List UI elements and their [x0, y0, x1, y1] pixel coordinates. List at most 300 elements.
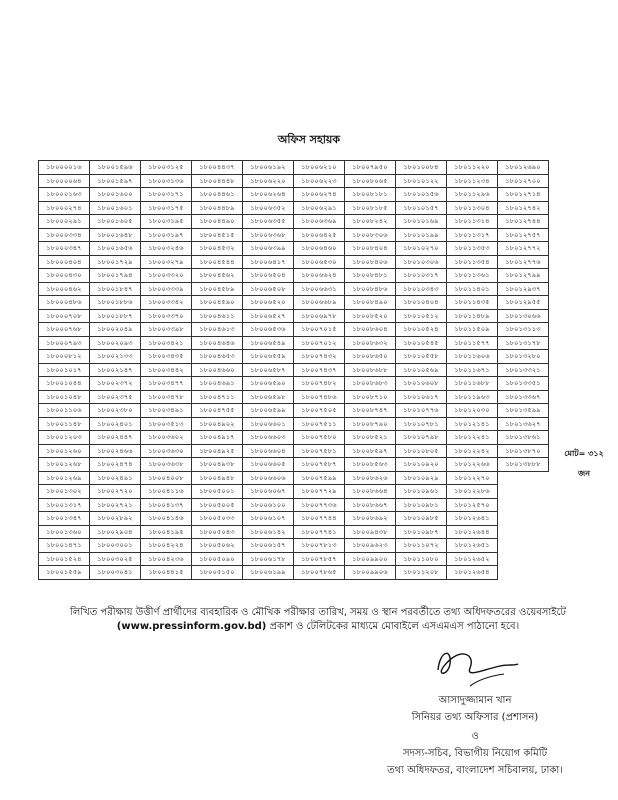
empty-cell	[498, 512, 549, 526]
roll-number-cell: ১৮০১০৪০৪	[396, 296, 447, 310]
roll-number-cell: ১৮০০১২৬০	[39, 444, 90, 458]
roll-number-cell: ১৮০০১২০৩	[39, 431, 90, 445]
roll-number-cell: ১৮০০৩৫১৩	[141, 417, 192, 431]
roll-number-cell: ১৮০০৬৬২৪	[294, 269, 345, 283]
roll-number-cell: ১৮০০৩৪৭৭	[141, 377, 192, 391]
roll-number-cell: ১৮০১৩১৭৮	[498, 336, 549, 350]
roll-number-cell: ১৮০১০৯২৯	[396, 471, 447, 485]
roll-number-cell: ১৮০০০০৬৪	[39, 174, 90, 188]
empty-cell	[498, 525, 549, 539]
empty-cell	[498, 498, 549, 512]
roll-number-cell: ১৮০০১৩৬০	[39, 525, 90, 539]
roll-number-cell: ১৮০০৪১৪৬	[141, 512, 192, 526]
roll-number-cell: ১৮০০৭৪৮২	[294, 377, 345, 391]
roll-number-cell: ১৮০০৭৮৬৫	[294, 566, 345, 580]
roll-number-cell: ১৮০১৩৫৯৯	[498, 404, 549, 418]
signatory-name: আসাদুজ্জামান খান	[438, 695, 512, 706]
total-unit: জন	[578, 469, 590, 478]
roll-number-cell: ১৮০১০৫১২	[396, 309, 447, 323]
roll-number-cell: ১৮০০৯৯০৬	[345, 566, 396, 580]
roll-number-cell: ১৮০০৬৩৬৮	[243, 228, 294, 242]
roll-number-cell: ১৮০১৩৮৭০	[498, 444, 549, 458]
roll-number-cell: ১৮০১১৩৫৩	[447, 242, 498, 256]
roll-number-cell: ১৮০০৬৫৯৯	[243, 404, 294, 418]
table-row	[39, 242, 549, 256]
notice-website: (www.pressinform.gov.bd)	[116, 621, 267, 632]
roll-number-cell: ১৮০০২৩৭৫	[90, 390, 141, 404]
roll-number-cell: ১৮০০৪৫৯০	[192, 296, 243, 310]
roll-number-cell: ১৮০১১৪০১	[447, 282, 498, 296]
roll-number-cell: ১৮০০৬২১০	[294, 161, 345, 175]
roll-number-cell: ১৮০১০১৫৬	[396, 188, 447, 202]
roll-number-cell: ১৮০০৬৫৯৮	[243, 390, 294, 404]
roll-number-cell: ১৮০০০৮১২	[39, 350, 90, 364]
roll-number-cell: ১৮০০৭৭৪৪	[294, 512, 345, 526]
roll-number-cell: ১৮০০০৪৩০	[39, 269, 90, 283]
roll-number-cell: ১৮০১০৮০৫	[396, 444, 447, 458]
roll-number-cell: ১৮০১০৭৭৬	[396, 404, 447, 418]
roll-number-cell: ১৮০০১৩৪৭	[39, 512, 90, 526]
roll-number-cell: ১৮০০০৩৪৭	[39, 242, 90, 256]
roll-number-cell: ১৮০০২০৪৯	[90, 323, 141, 337]
table-row	[39, 269, 549, 283]
roll-number-cell: ১৮০০৮২৪২	[345, 215, 396, 229]
roll-number-cell: ১৮০০৩১৭১	[141, 188, 192, 202]
roll-number-cell: ১৮০১১৫০৯	[447, 323, 498, 337]
table-row	[39, 363, 549, 377]
roll-number-cell: ১৮০১২৭৫৭	[498, 228, 549, 242]
roll-number-cell: ১৮০১২৭৭৬	[498, 255, 549, 269]
roll-number-cell: ১৮০১০০৮৪	[396, 161, 447, 175]
roll-number-cell: ১৮০১২৬৯০	[498, 161, 549, 175]
roll-number-cell: ১৮০০৩০০১	[90, 539, 141, 553]
table-row	[39, 390, 549, 404]
roll-number-cell: ১৮০০৩৬০২	[141, 431, 192, 445]
roll-number-cell: ১৮০০৮৫২১	[345, 431, 396, 445]
roll-number-cell: ১৮০০৬১৯২	[243, 161, 294, 175]
roll-number-cell: ১৮০০৬১৫৭	[243, 539, 294, 553]
roll-number-cell: ১৮০০৭৫০৫	[294, 404, 345, 418]
roll-number-cell: ১৮০০৬৫৮৭	[243, 363, 294, 377]
roll-number-cell: ১৮০০২৪০১	[90, 417, 141, 431]
roll-number-cell: ১৮০০৩১৩৬	[141, 174, 192, 188]
roll-number-cell: ১৮০১০৯৮৭	[396, 525, 447, 539]
roll-number-cell: ১৮০০৬৫৫৯	[243, 350, 294, 364]
roll-number-cell: ১৮০০২০৯৩	[90, 336, 141, 350]
roll-number-cell: ১৮০১২৬৫১	[447, 539, 498, 553]
roll-number-cell: ১৮০০৮৪৯০	[345, 296, 396, 310]
roll-number-cell: ১৮০০০৩৩৪	[39, 228, 90, 242]
table-row	[39, 161, 549, 175]
roll-number-cell: ১৮০১৩২৮০	[498, 350, 549, 364]
roll-number-cell: ১৮০০৬০৬৭	[243, 485, 294, 499]
table-row	[39, 485, 549, 499]
roll-number-cell: ১৮০০৮১৮১	[345, 188, 396, 202]
roll-number-cell: ১৮০০৮৩০৬	[345, 228, 396, 242]
roll-number-cell: ১৮০১২২৪১	[447, 431, 498, 445]
roll-number-cell: ১৮০০০১৬৩	[39, 188, 90, 202]
roll-number-cell: ১৮০০৬৬০৪	[243, 444, 294, 458]
roll-number-cell: ১৮০০০৪৮৬	[39, 296, 90, 310]
empty-cell	[498, 566, 549, 580]
roll-number-cell: ১৮০০৪১৯৫	[141, 525, 192, 539]
roll-number-cell: ১৮০১০৯৮৫	[396, 512, 447, 526]
roll-number-cell: ১৮০০৪৪১৫	[141, 566, 192, 580]
roll-number-cell: ১৮০০৪৫৬২	[192, 269, 243, 283]
roll-number-cell: ১৮০০৩৩৪২	[141, 296, 192, 310]
roll-number-cell: ১৮০০১৬০০	[90, 188, 141, 202]
roll-number-cell: ১৮০০৮৫৬৩	[345, 458, 396, 472]
roll-number-cell: ১৮০১১৬৭১	[447, 363, 498, 377]
roll-number-cell: ১৮০০৮৫২০	[345, 309, 396, 323]
roll-number-cell: ১৮০০৭৪৩৭	[294, 363, 345, 377]
roll-number-cell: ১৮০১১০৮০	[396, 552, 447, 566]
notice-text	[32, 606, 604, 634]
roll-number-cell: ১৮০০৮৭৯০	[345, 417, 396, 431]
roll-number-cell: ১৮০০৬৫৩৬	[243, 323, 294, 337]
roll-number-cell: ১৮০০৪৫৪৪	[192, 255, 243, 269]
roll-number-cell: ১৮০১২৭০০	[498, 174, 549, 188]
empty-cell	[498, 552, 549, 566]
roll-number-cell: ১৮০০৪৬৯১	[192, 377, 243, 391]
table-row	[39, 215, 549, 229]
roll-number-cell: ১৮০০১৫৯৬	[90, 161, 141, 175]
roll-number-cell: ১৮০০৮৫৯৭	[345, 444, 396, 458]
roll-number-cell: ১৮০১০৯৬১	[396, 485, 447, 499]
roll-number-cell: ১৮০১০৩০৬	[396, 255, 447, 269]
table-row	[39, 188, 549, 202]
roll-number-cell: ১৮০০৫০৬২	[192, 539, 243, 553]
roll-number-cell: ১৮০০৩২৭৯	[141, 255, 192, 269]
roll-number-cell: ১৮০১২২৪২	[447, 444, 498, 458]
roll-number-cell: ১৮০০৪৫১৫	[192, 228, 243, 242]
roll-number-cell: ১৮০১২৭৪৪	[498, 215, 549, 229]
roll-number-cell: ১৮০১১৩৫৪	[447, 255, 498, 269]
table-row	[39, 336, 549, 350]
roll-number-cell: ১৮০১৩৩২১	[498, 363, 549, 377]
roll-number-cell: ১৮০০৪৬৫৩	[192, 350, 243, 364]
roll-number-cell: ১৮০০৬১০০	[243, 498, 294, 512]
roll-number-cell: ১৮০০৪৯০২	[192, 417, 243, 431]
roll-number-cell: ১৮০০৭৫৮৭	[294, 458, 345, 472]
roll-number-cell: ১৮০০০৪৬২	[39, 282, 90, 296]
roll-number-cell: ১৮০১১২০৮	[396, 566, 447, 580]
roll-number-cell: ১৮০০৩৩৭০	[141, 309, 192, 323]
roll-number-cell: ১৮০১১৫৭৭	[447, 336, 498, 350]
roll-number-cell: ১৮০০৬৩৫৫	[243, 215, 294, 229]
roll-number-cell: ১৮০০৭৭৩৬	[294, 498, 345, 512]
roll-number-cell: ১৮০০৮৬২৬	[345, 471, 396, 485]
table-row	[39, 566, 549, 580]
signatory-role: সদস্য-সচিব, বিভাগীয় নিয়োগ কমিটি	[402, 748, 548, 759]
roll-number-cell: ১৮০০০২৯১	[39, 215, 90, 229]
roll-number-cell: ১৮০০৩৪৯১	[141, 404, 192, 418]
roll-number-cell: ১৮০১২২৮৬	[447, 485, 498, 499]
roll-number-cell: ১৮০০১৬০১	[90, 201, 141, 215]
roll-number-cell: ১৮০১০১৯৯	[396, 228, 447, 242]
roll-number-cell: ১৮০১২২৬৬	[447, 458, 498, 472]
roll-number-cell: ১৮০০০৭৬৮	[39, 323, 90, 337]
roll-number-cell: ১৮০০৩৪৭৮	[141, 390, 192, 404]
roll-number-cell: ১৮০০৯৪৩৮	[345, 525, 396, 539]
roll-number-cell: ১৮০০৪৬৬০	[192, 363, 243, 377]
roll-number-cell: ১৮০০৪৯৪৮	[192, 471, 243, 485]
roll-number-cell: ১৮০১১০৭২	[396, 539, 447, 553]
roll-number-cell: ১৮০০৮৬৫০	[345, 350, 396, 364]
roll-number-cell: ১৮০০২৯০৪	[90, 525, 141, 539]
roll-number-cell: ১৮০১০৫৬৯	[396, 363, 447, 377]
roll-number-cell: ১৮০০৭৫৮১	[294, 444, 345, 458]
roll-number-cell: ১৮০০১৫২৪	[39, 552, 90, 566]
roll-number-cell: ১৮০০৫০৩৩	[192, 512, 243, 526]
roll-number-cell: ১৮০০৪১১৬	[141, 485, 192, 499]
roll-number-cell: ১৮০০১৭৯৪	[90, 269, 141, 283]
roll-number-cell: ১৮০০৪১৩৭	[141, 498, 192, 512]
roll-number-cell: ১৮০০৬১৪২	[243, 525, 294, 539]
roll-number-cell: ১৮০০৩১২৫	[141, 161, 192, 175]
roll-number-cell: ১৮০০১০৪৮	[39, 390, 90, 404]
roll-number-cell: ১৮০০১৩০২	[39, 485, 90, 499]
roll-number-cell: ১৮০০২৩৭২	[90, 377, 141, 391]
roll-number-cell: ১৮০১৩৩৬৭	[498, 390, 549, 404]
roll-number-cell: ১৮০০১১৪৮	[39, 417, 90, 431]
roll-number-cell: ১৮০০৫০০১	[192, 485, 243, 499]
roll-number-cell: ১৮০০৬২৭৪	[294, 188, 345, 202]
roll-number-cell: ১৮০০৭৯৫০	[345, 161, 396, 175]
roll-number-cell: ১৮০০০২৭৪	[39, 201, 90, 215]
roll-number-cell: ১৮০০৪৬১১	[192, 309, 243, 323]
roll-number-cell: ১৮০০৮৬৮৮	[345, 363, 396, 377]
roll-number-cell: ১৮০০৬৩৬৯	[294, 215, 345, 229]
roll-number-cell: ১৮০০১০১৭	[39, 363, 90, 377]
roll-number-cell: ১৮০০১৩১৭	[39, 498, 90, 512]
roll-number-cell: ১৮০০৮৬৬৭	[345, 498, 396, 512]
roll-number-cell: ১৮০১২০৩০	[447, 404, 498, 418]
roll-number-cell: ১৮০০৪৭৫৫	[192, 404, 243, 418]
empty-cell	[498, 539, 549, 553]
roll-number-cell: ১৮০০৭৪৮৬	[294, 390, 345, 404]
notice-line-1: লিখিত পরীক্ষায় উত্তীর্ণ প্রার্থীদের ব্যবহারিক ও মৌখিক পরীক্ষার তারিখ, সময় ও স্থান পরবর্তীতে তথ্য অধিদফতরের ওয়েবসাইটে	[70, 607, 566, 618]
roll-number-cell: ১৮০০৮৪০৬	[345, 255, 396, 269]
roll-number-cell: ১৮০১২৬৫২	[447, 552, 498, 566]
roll-number-cell: ১৮০০৬৫০৮	[243, 282, 294, 296]
roll-number-cell: ১৮০০৮১৮৫	[345, 201, 396, 215]
roll-number-cell: ১৮০০৭০১২	[294, 336, 345, 350]
roll-number-cell: ১৮০০৪২২৪	[141, 539, 192, 553]
roll-number-cell: ১৮০০৪৪৯০	[192, 215, 243, 229]
total-count: মোট= ৩১২	[564, 449, 604, 458]
roll-number-cell: ১৮০০৩১৭৫	[141, 201, 192, 215]
table-row	[39, 539, 549, 553]
roll-number-cell: ১৮০১১৩৬১	[447, 269, 498, 283]
roll-number-cell: ১৮০০১০৪৪	[39, 377, 90, 391]
roll-number-cell: ১৮০০৬৩৫২	[243, 201, 294, 215]
roll-number-cell: ১৮০০৬২২৩	[294, 174, 345, 188]
empty-cell	[498, 485, 549, 499]
roll-number-cell: ১৮০০৮০৬৫	[345, 174, 396, 188]
roll-number-cell: ১৮০০৬৪২৫	[294, 228, 345, 242]
roll-number-cell: ১৮০১১২২০	[447, 161, 498, 175]
table-row	[39, 471, 549, 485]
roll-number-cell: ১৮০০৪৬৪৬	[192, 336, 243, 350]
roll-number-cell: ১৮০০৫০৪৩	[192, 525, 243, 539]
roll-number-cell: ১৮০১০৫২৪	[396, 323, 447, 337]
roll-number-cell: ১৮০০১৪৭১	[39, 539, 90, 553]
roll-number-cell: ১৮০০৭৮৫৭	[294, 552, 345, 566]
roll-number-cell: ১৮০১০৫৪৫	[396, 336, 447, 350]
roll-number-cell: ১৮০০২১৪৭	[90, 363, 141, 377]
roll-number-cell: ১৮০০৭৮১৩	[294, 539, 345, 553]
roll-number-cell: ১৮০০৭৭২৯	[294, 485, 345, 499]
roll-number-cell: ১৮০০৪৪৮৯	[192, 201, 243, 215]
roll-number-cell: ১৮০০১২৬৮	[39, 458, 90, 472]
signatory-and: ও	[471, 731, 479, 742]
roll-number-cell: ১৮০১১২৩৪	[447, 174, 498, 188]
roll-number-cell: ১৮০১৩৩৫১	[498, 377, 549, 391]
roll-number-cell: ১৮০০৯৯০০	[345, 552, 396, 566]
roll-number-cell: ১৮০০৬৩৯৯	[243, 242, 294, 256]
roll-number-cell: ১৮০০৩২৪৬	[141, 242, 192, 256]
roll-number-cell: ১৮০১২৭৯৯	[498, 269, 549, 283]
roll-number-cell: ১৮০০১৫৫৯	[39, 566, 90, 580]
roll-number-cell: ১৮০০৬৫৯০	[243, 377, 294, 391]
roll-number-cell: ১৮০০৪৫৩২	[192, 242, 243, 256]
roll-number-cell: ১৮০১৩৮৬১	[498, 431, 549, 445]
roll-number-cell: ১৮০০৮৭৪৭	[345, 404, 396, 418]
roll-number-cell: ১৮০১১৪৩৫	[447, 296, 498, 310]
roll-number-cell: ১৮০০৩১৯৫	[141, 215, 192, 229]
roll-number-cell: ১৮০০৩৩৩৯	[141, 282, 192, 296]
table-row	[39, 512, 549, 526]
roll-number-cell: ১৮০১০৬১৭	[396, 390, 447, 404]
roll-number-cell: ১৮০০৩৬৩৮	[141, 458, 192, 472]
roll-number-cell: ১৮০১০৬০৮	[396, 377, 447, 391]
roll-number-cell: ১৮০১৩০৬৬	[498, 309, 549, 323]
table-row	[39, 323, 549, 337]
table-row	[39, 404, 549, 418]
roll-number-cell: ১৮০০৬১৭৮	[243, 552, 294, 566]
table-row	[39, 444, 549, 458]
roll-number-cell: ১৮০১০৯২০	[396, 458, 447, 472]
table-row	[39, 282, 549, 296]
roll-number-cell: ১৮০০৮৬৯২	[345, 512, 396, 526]
roll-number-cell: ১৮০০৮৬০৪	[345, 323, 396, 337]
roll-number-cell: ১৮০০৪৪৬১	[192, 188, 243, 202]
roll-number-cell: ১৮০০৩৬৩০	[141, 444, 192, 458]
table-row	[39, 417, 549, 431]
roll-number-cell: ১৮০১১৬০৬	[447, 350, 498, 364]
roll-number-cell: ১৮০০৮৪০৪	[345, 242, 396, 256]
roll-number-cell: ১৮০১০১২২	[396, 174, 447, 188]
table-row	[39, 458, 549, 472]
table-row	[39, 201, 549, 215]
roll-number-cell: ১৮০০৪৭১১	[192, 390, 243, 404]
roll-number-cell: ১৮০১২৭১৪	[498, 188, 549, 202]
roll-number-cell: ১৮০১৩১১৩	[498, 323, 549, 337]
roll-number-cell: ১৮০১২৭৪২	[498, 201, 549, 215]
roll-number-cell: ১৮০০১৬৫৬	[90, 242, 141, 256]
roll-number-cell: ১৮০১০১৫৭	[396, 201, 447, 215]
roll-number-cell: ১৮০১২৯৩৭	[498, 282, 549, 296]
roll-number-cell: ১৮০০১৭২৯	[90, 255, 141, 269]
roll-number-cell: ১৮০০৮৪৮৬	[345, 282, 396, 296]
roll-number-cell: ১৮০০৮৬৩২	[345, 336, 396, 350]
notice-line-2: প্রকাশ ও টেলিটকের মাধ্যমে মোবাইলে এসএমএস পাঠানো হবে।	[266, 621, 520, 632]
roll-number-cell: ১৮০০৮৬৮৩	[345, 377, 396, 391]
roll-number-cell: ১৮০০৬৪৬০	[294, 242, 345, 256]
roll-number-cell: ১৮০১২৯৫৫	[498, 296, 549, 310]
roll-number-cell: ১৮০১৩৮৮৮	[498, 458, 549, 472]
roll-number-cell: ১৮০০৩০২৫	[90, 552, 141, 566]
roll-number-cell: ১৮০০৪৪৪৮	[192, 174, 243, 188]
roll-number-cell: ১৮০০৫১৫০	[192, 566, 243, 580]
roll-number-cell: ১৮০১২৬৪১	[447, 512, 498, 526]
roll-number-cell: ১৮০০২৪৪৭	[90, 431, 141, 445]
roll-number-cell: ১৮০০১১০৬	[39, 404, 90, 418]
roll-number-cell: ১৮০১০৩১৭	[396, 269, 447, 283]
roll-number-cell: ১৮০০২৭২১	[90, 498, 141, 512]
roll-number-cell: ১৮০০১৮৮৬	[90, 296, 141, 310]
table-row	[39, 552, 549, 566]
table-row	[39, 309, 549, 323]
table-row	[39, 255, 549, 269]
roll-number-cell: ১৮০১০১৬৯	[396, 215, 447, 229]
roll-number-cell: ১৮০১১২৯৬	[447, 188, 498, 202]
signatory-title: সিনিয়র তথ্য অফিসার (প্রশাসন)	[411, 712, 539, 723]
roll-number-cell: ১৮০০২৪৭৪	[90, 458, 141, 472]
roll-number-cell: ১৮০০৪৪৩৭	[192, 161, 243, 175]
roll-number-cell: ১৮০০৪২৩৬	[141, 552, 192, 566]
roll-number-cell: ১৮০০৬১৯৯	[243, 566, 294, 580]
roll-number-cell: ১৮০০১৬০৫	[90, 215, 141, 229]
roll-number-cell: ১৮০০১৬৪৮	[90, 228, 141, 242]
roll-number-cell: ১৮০০৪৫৮৯	[192, 282, 243, 296]
roll-number-cell: ১৮০১০৯৮১	[396, 498, 447, 512]
roll-number-cell: ১৮০০৬৪১৭	[243, 255, 294, 269]
roll-number-cell: ১৮০০৩৩২০	[141, 269, 192, 283]
roll-number-cell: ১৮০১৩৬২৭	[498, 417, 549, 431]
roll-number-cell: ১৮০০৪০০৮	[141, 471, 192, 485]
roll-number-cell: ১৮০০৬১০৭	[243, 512, 294, 526]
empty-cell	[498, 471, 549, 485]
roll-number-cell: ১৮০১১৪৮৯	[447, 309, 498, 323]
roll-number-cell: ১৮০০০৭০৮	[39, 309, 90, 323]
roll-number-cell: ১৮০০৩৪৪২	[141, 363, 192, 377]
roll-number-cell: ১৮০০৬৫৪৯	[243, 336, 294, 350]
roll-number-cell: ১৮০০২৪৯১	[90, 471, 141, 485]
table-row	[39, 296, 549, 310]
roll-number-cell: ১৮০০৬৫৩০	[294, 255, 345, 269]
roll-number-cell: ১৮০১১৯৬৩	[447, 390, 498, 404]
roll-number-cell: ১৮০০৬২৯১	[294, 201, 345, 215]
roll-number-cell: ১৮০০৭৫১১	[294, 417, 345, 431]
roll-number-cell: ১৮০০৭৫৮০	[294, 431, 345, 445]
roll-number-cell: ১৮০০৮৭১০	[345, 390, 396, 404]
roll-number-cell: ১৮০০৫০৯০	[192, 552, 243, 566]
roll-number-cell: ১৮০০৬৯৭৮	[294, 309, 345, 323]
roll-number-cell: ১৮০০৪৬১৩	[192, 323, 243, 337]
roll-number-cell: ১৮০০৬৫২৭	[243, 309, 294, 323]
roll-number-cell: ১৮০০৬৬৩১	[294, 282, 345, 296]
roll-number-cell: ১৮০০১৫৯৭	[90, 174, 141, 188]
roll-number-cell: ১৮০০২৪৬৬	[90, 444, 141, 458]
roll-number-cell: ১৮০০৬২৬৪	[243, 188, 294, 202]
roll-number-cell: ১৮০০৬৫২০	[243, 296, 294, 310]
roll-number-cell: ১৮০১২১৪১	[447, 417, 498, 431]
roll-number-cell: ১৮০০৫০০৫	[192, 498, 243, 512]
roll-number-cell: ১৮০০৬৬০৩	[243, 431, 294, 445]
roll-number-cell: ১৮০০৩৪৩৫	[141, 350, 192, 364]
